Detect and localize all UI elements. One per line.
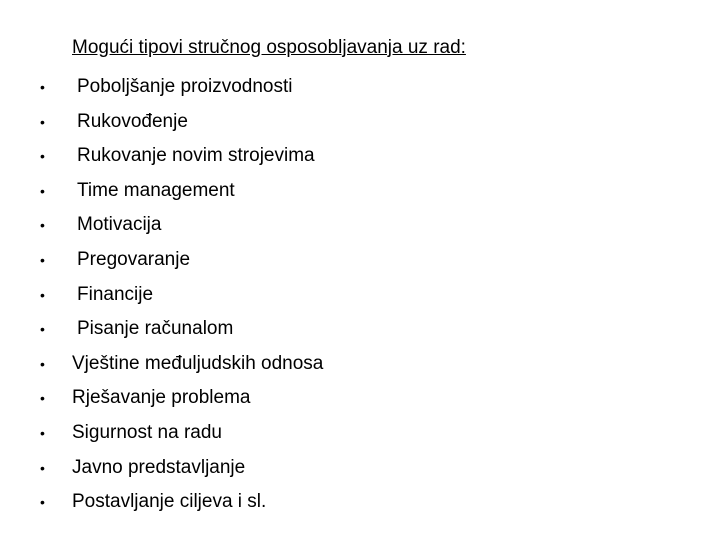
bullet-icon: • [40,286,45,303]
bullet-icon: • [40,251,45,268]
list-item-label: Javno predstavljanje [72,456,246,478]
bullet-icon: • [40,217,45,234]
list-item-label: Pisanje računalom [77,318,234,340]
bullet-icon: • [40,321,45,338]
list-item-label: Time management [77,179,235,201]
list-item-label: Vještine međuljudskih odnosa [72,352,324,374]
bullet-icon: • [40,424,45,441]
list-item-label: Poboljšanje proizvodnosti [77,76,293,97]
list-item-label: Motivacija [77,214,162,236]
list-item-label: Rukovođenje [77,110,188,132]
bullet-icon: • [40,79,45,95]
list-item-label: Sigurnost na radu [72,421,222,443]
list-item-label: Rukovanje novim strojevima [77,145,315,167]
bullet-icon: • [40,148,45,165]
bullet-icon: • [40,390,45,407]
bullet-icon: • [40,113,45,130]
bullet-icon: • [40,494,45,511]
list-item-label: Financije [77,283,154,305]
slide-title: Mogući tipovi stručnog osposobljavanja uz rad: [72,37,466,58]
list-item-label: Rješavanje problema [72,387,251,409]
bullet-icon: • [40,459,45,476]
list-item-label: Pregovaranje [77,248,191,270]
list-item-label: Postavljanje ciljeva i sl. [72,491,267,513]
bullet-icon: • [40,355,45,372]
bullet-icon: • [40,182,45,199]
